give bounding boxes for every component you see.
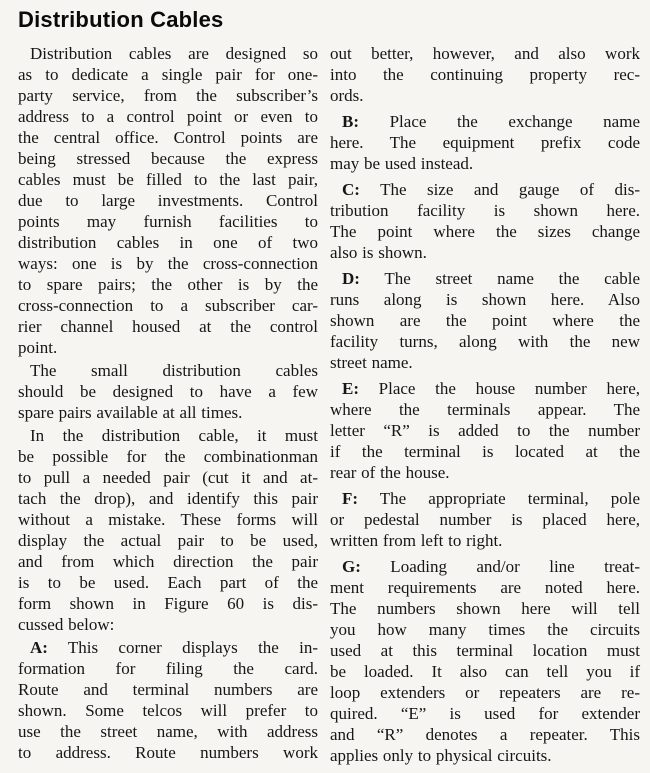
text-line: A: This corner displays the in- [30,638,318,657]
text-line: applies only to physical circuits. [330,746,552,765]
paragraph [330,268,640,373]
text-line: spare pairs available at all times. [18,403,243,422]
text-line: cussed below: [18,615,115,634]
text-line: without a mistake. These forms will [18,510,318,529]
paragraph [18,637,318,763]
text-line: ways: one is by the cross-connection [18,254,318,273]
text-line: the central office. Control points are [18,128,318,147]
text-line: display the actual pair to be used, [18,531,318,550]
paragraph [330,179,640,263]
paragraph-lead: E: [342,379,359,398]
text-line: formation for filing the card. [18,659,318,678]
text-line: F: The appropriate terminal, pole [342,489,640,508]
text-line: written from left to right. [330,531,503,550]
text-line: and “R” denotes a repeater. This [330,725,640,744]
text-line: and from which direction the pair [18,552,318,571]
page-body [18,43,640,766]
text-line: or pedestal number is placed here, [330,510,640,529]
text-line: is to be used. Each part of the [18,573,318,592]
paragraph-lead: B: [342,112,359,131]
text-line: ment requirements are noted here. [330,578,640,597]
text-line: point. [18,338,58,357]
text-line: D: The street name the cable [342,269,640,288]
text-line: quired. “E” is used for extender [330,704,640,723]
paragraph [330,378,640,483]
text-line: be possible for the combinationman [18,447,318,466]
text-line: to pull a needed pair (cut it and at- [18,468,318,487]
paragraph-lead: C: [342,180,360,199]
text-column-left [18,43,318,763]
text-line: The numbers shown here will tell [330,599,640,618]
text-line: also is shown. [330,243,427,262]
text-line: to address. Route numbers work [18,743,318,762]
text-line: Distribution cables are designed so [30,44,318,63]
text-line: may be used instead. [330,154,474,173]
text-line: address to a control point or even to [18,107,318,126]
text-line: use the street name, with address [18,722,318,741]
text-line: you how many times the circuits [330,620,640,639]
text-line: to spare pairs; the other is by the [18,275,318,294]
paragraph [330,488,640,551]
text-line: C: The size and gauge of dis- [342,180,640,199]
paragraph [18,43,318,358]
paragraph-lead: D: [342,269,360,288]
text-column-right [330,43,640,766]
text-line: E: Place the house number here, [342,379,640,398]
text-line: B: Place the exchange name [342,112,640,131]
text-line: street name. [330,353,413,372]
text-line: cables must be filled to the last pair, [18,170,318,189]
text-line: letter “R” is added to the number [330,421,640,440]
text-line: loop extenders or repeaters are re- [330,683,640,702]
text-line: tach the drop), and identify this pair [18,489,318,508]
text-line: tribution facility is shown here. [330,201,640,220]
text-line: G: Loading and/or line treat- [342,557,640,576]
text-line: Route and terminal numbers are [18,680,318,699]
text-line: if the terminal is located at the [330,442,640,461]
text-line: used at this terminal location must [330,641,640,660]
text-line: points may furnish facilities to [18,212,318,231]
text-line: rier channel housed at the control [18,317,318,336]
paragraph-lead: A: [30,638,48,657]
text-line: form shown in Figure 60 is dis- [18,594,318,613]
text-line: due to large investments. Control [18,191,318,210]
text-line: The small distribution cables [30,361,318,380]
text-line: as to dedicate a single pair for one- [18,65,318,84]
text-line: should be designed to have a few [18,382,318,401]
paragraph [18,360,318,423]
text-line: party service, from the subscriber’s [18,86,318,105]
paragraph [330,556,640,766]
paragraph-lead: F: [342,489,359,508]
text-line: where the terminals appear. The [330,400,640,419]
text-line: shown. Some telcos will prefer to [18,701,318,720]
text-line: being stressed because the express [18,149,318,168]
paragraph [330,43,640,106]
paragraph-lead: G: [342,557,361,576]
text-line: rear of the house. [330,463,450,482]
text-line: The point where the sizes change [330,222,640,241]
text-line: ords. [330,86,364,105]
text-line: be loaded. It also can tell you if [330,662,640,681]
text-line: into the continuing property rec- [330,65,640,84]
text-line: distribution cables in one of two [18,233,318,252]
text-line: here. The equipment prefix code [330,133,640,152]
text-line: runs along is shown here. Also [330,290,640,309]
text-line: cross-connection to a subscriber car- [18,296,318,315]
paragraph [330,111,640,174]
text-line: facility turns, along with the new [330,332,640,351]
paragraph [18,425,318,635]
text-line: shown are the point where the [330,311,640,330]
page-title: Distribution Cables [18,7,224,32]
text-line: In the distribution cable, it must [30,426,318,445]
text-line: out better, however, and also work [330,44,640,63]
